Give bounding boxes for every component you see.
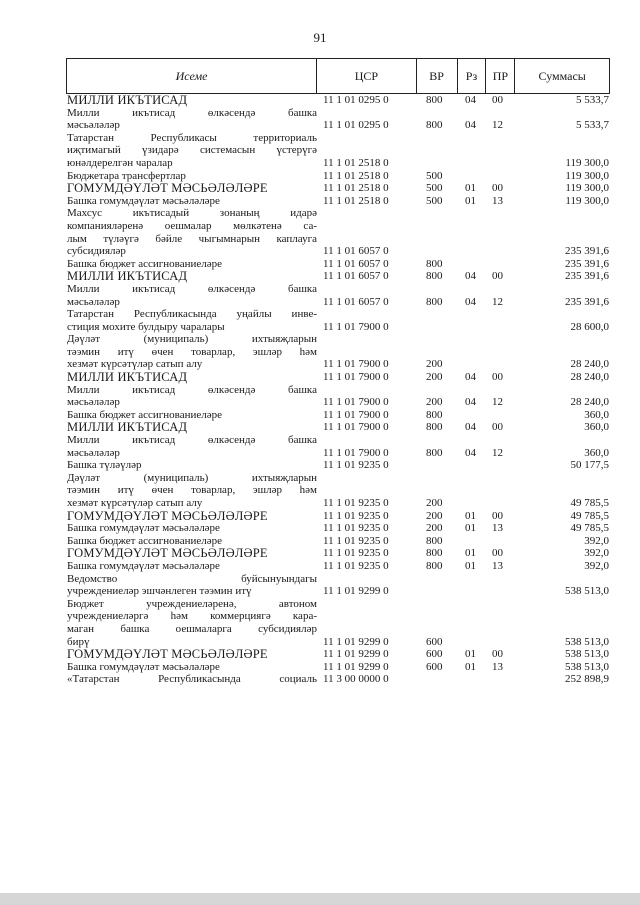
row-csr: 11 1 01 2518 0 [323,156,389,169]
row-pr: 12 [492,446,503,459]
row-vr: 600 [426,635,443,648]
row-vr: 800 [426,408,443,421]
row-name-line: учреждениеләргә һәм коммерциягә кара- [67,610,317,623]
row-sum: 5 533,7 [576,94,609,106]
row-pr: 00 [492,182,503,195]
row-vr: 500 [426,194,443,207]
row-name-line: ГОМУМДӘҮЛӘТ МӘСЬӘЛӘЛӘРЕ [67,546,268,561]
row-name-line: Милли икътисад өлкәсендә башка [67,383,317,396]
row-name-line: Бюджет учреждениеләренә, автоном [67,597,317,610]
row-name-line: Башка бюджет ассигнованиеләре [67,257,222,270]
row-csr: 11 1 01 6057 0 [323,295,389,308]
row-vr: 200 [426,522,443,535]
row-name-line: Милли икътисад өлкәсендә башка [67,282,317,295]
row-sum: 235 391,6 [565,270,609,283]
row-name-line: МИЛЛИ ИКЪТИСАД [67,269,188,284]
row-name-line: МИЛЛИ ИКЪТИСАД [67,93,188,107]
row-name-line: хезмәт күрсәтүләр сатып алу [67,358,203,371]
row-rz: 04 [465,421,476,434]
row-name-line: Татарстан Республикасында уңайлы инве- [67,308,317,321]
row-csr: 11 1 01 6057 0 [323,257,389,270]
row-name-line: Махсус икътисадый зонаның идарә [67,207,317,220]
row-sum: 392,0 [584,534,609,547]
row-vr: 800 [426,421,443,434]
row-csr: 11 1 01 7900 0 [323,408,389,421]
row-rz: 04 [465,446,476,459]
table-header [66,58,610,94]
row-sum: 360,0 [584,421,609,434]
row-name-line: бирү [67,635,90,648]
row-rz: 01 [465,547,476,560]
row-name [66,421,317,434]
row-rz: 04 [465,94,476,106]
table-row [66,195,610,208]
row-name [66,510,317,523]
row-csr: 11 1 01 9299 0 [323,648,389,661]
row-pr: 12 [492,119,503,132]
row-vr: 800 [426,295,443,308]
row-csr: 11 1 01 9235 0 [323,459,389,472]
row-csr: 11 1 01 9235 0 [323,497,389,509]
row-name [66,371,317,384]
row-sum: 28 240,0 [570,396,609,409]
row-name [66,434,317,459]
row-sum: 538 513,0 [565,648,609,661]
row-csr: 11 1 01 2518 0 [323,194,389,207]
row-name-line: мәсьәләләр [67,446,120,459]
table-row [66,384,610,409]
row-name-line: хезмәт күрсәтүләр сатып алу [67,497,203,509]
row-pr: 13 [492,559,503,572]
row-name [66,107,317,132]
row-name-line: юнәлдерелгән чаралар [67,156,173,169]
row-name-line: мәсьәләләр [67,295,120,308]
row-csr: 11 1 01 7900 0 [323,358,389,371]
row-vr: 800 [426,446,443,459]
row-name-line: тәэмин итү өчен товарлар, эшләр һәм [67,484,317,497]
row-name [66,270,317,283]
row-pr: 13 [492,194,503,207]
row-sum: 392,0 [584,559,609,572]
table-row [66,270,610,283]
row-csr: 11 1 01 9235 0 [323,559,389,572]
row-name-line: Башка гомумдәүләт мәсьәләләре [67,660,220,673]
row-name [66,661,317,674]
row-name-line: компанияләренә оешмалар мөлкәтенә са- [67,219,317,232]
row-rz: 01 [465,648,476,661]
table-row [66,371,610,384]
row-csr: 11 1 01 7900 0 [323,446,389,459]
row-pr: 00 [492,371,503,384]
table-row [66,522,610,535]
row-vr: 800 [426,94,443,106]
row-vr: 500 [426,169,443,182]
row-rz: 01 [465,660,476,673]
row-csr: 11 1 01 7900 0 [323,421,389,434]
row-sum: 360,0 [584,408,609,421]
row-pr: 00 [492,94,503,106]
row-name-line: иҗтимагый үзидарә системасын үстерүгә [67,144,317,157]
row-name [66,560,317,573]
row-rz: 01 [465,509,476,522]
row-pr: 12 [492,295,503,308]
row-csr: 11 1 01 9235 0 [323,522,389,535]
row-sum: 5 533,7 [576,119,609,132]
row-csr: 11 1 01 2518 0 [323,169,389,182]
header-pr: ПР [486,59,515,93]
row-pr: 13 [492,522,503,535]
row-rz: 01 [465,182,476,195]
row-csr: 11 1 01 9299 0 [323,660,389,673]
row-sum: 49 785,5 [570,522,609,535]
row-vr: 200 [426,509,443,522]
row-csr: 11 1 01 9235 0 [323,534,389,547]
table-row [66,182,610,195]
row-sum: 28 240,0 [570,358,609,371]
table-row [66,510,610,523]
row-name [66,333,317,371]
header-name: Исеме [67,59,317,93]
row-name-line: учреждениеләр эшчәнлеген тәэмин итү [67,585,252,598]
row-csr: 11 3 00 0000 0 [323,673,389,686]
row-rz: 01 [465,522,476,535]
row-name-line: Башка бюджет ассигнованиеләре [67,534,222,547]
row-vr: 800 [426,534,443,547]
row-name-line: Башка гомумдәүләт мәсьәләләре [67,194,220,207]
row-vr: 600 [426,648,443,661]
row-sum: 235 391,6 [565,245,609,258]
row-rz: 04 [465,396,476,409]
row-vr: 200 [426,497,443,509]
row-name [66,673,317,686]
row-rz: 01 [465,559,476,572]
row-name-line: Милли икътисад өлкәсендә башка [67,106,317,119]
row-rz: 04 [465,371,476,384]
row-name-line: ГОМУМДӘҮЛӘТ МӘСЬӘЛӘЛӘРЕ [67,181,268,196]
table-row [66,107,610,132]
row-name-line: МИЛЛИ ИКЪТИСАД [67,370,188,385]
row-sum: 49 785,5 [570,509,609,522]
row-name-line: маган башка оешмаларга субсидияләр [67,622,317,635]
row-name-line: Татарстан Республикасы территориаль [67,131,317,144]
row-name-line: МИЛЛИ ИКЪТИСАД [67,420,188,435]
row-pr: 00 [492,270,503,283]
row-name-line: лым түләүгә бәйле чыгымнарын каплауга [67,232,317,245]
row-csr: 11 1 01 9299 0 [323,585,389,598]
table-row [66,421,610,434]
row-sum: 119 300,0 [565,182,609,195]
row-sum: 538 513,0 [565,660,609,673]
row-sum: 538 513,0 [565,635,609,648]
row-name-line: Милли икътисад өлкәсендә башка [67,434,317,447]
row-pr: 00 [492,648,503,661]
table-row [66,573,610,598]
row-name [66,182,317,195]
row-vr: 200 [426,396,443,409]
row-name [66,573,317,598]
row-rz: 01 [465,194,476,207]
row-rz: 04 [465,270,476,283]
row-vr: 200 [426,371,443,384]
table-row [66,648,610,661]
row-sum: 28 600,0 [570,320,609,333]
row-name [66,94,317,107]
row-name-line: субсидияләр [67,245,126,258]
header-csr: ЦСР [317,59,417,93]
row-sum: 119 300,0 [565,169,609,182]
row-name-line: Башка гомумдәүләт мәсьәләләре [67,559,220,572]
row-name [66,522,317,535]
row-csr: 11 1 01 9235 0 [323,509,389,522]
row-name-line: тәэмин итү өчен товарлар, эшләр һәм [67,345,317,358]
row-name [66,472,317,510]
header-rz: Рз [458,59,487,93]
table-row [66,673,610,686]
row-rz: 04 [465,295,476,308]
row-csr: 11 1 01 9235 0 [323,547,389,560]
row-name [66,547,317,560]
row-vr: 800 [426,257,443,270]
row-name [66,308,317,333]
table-body [66,94,610,686]
row-name [66,384,317,409]
header-vr: ВР [417,59,458,93]
row-sum: 119 300,0 [565,156,609,169]
header-sum: Суммасы [538,68,586,83]
table-row [66,132,610,170]
row-vr: 500 [426,182,443,195]
row-csr: 11 1 01 0295 0 [323,119,389,132]
row-csr: 11 1 01 2518 0 [323,182,389,195]
row-csr: 11 1 01 6057 0 [323,245,389,258]
row-name-line: стиция мохите булдыру чаралары [67,320,225,333]
row-pr: 00 [492,421,503,434]
scan-edge [0,893,640,905]
page-number: 91 [313,30,327,45]
table-row [66,472,610,510]
row-name-line: «Татарстан Республикасында социаль [67,673,317,686]
row-name-line: Башка бюджет ассигнованиеләре [67,408,222,421]
row-sum: 252 898,9 [565,673,609,686]
row-name-line: Ведомство буйсынуындагы [67,572,317,585]
row-csr: 11 1 01 9299 0 [323,635,389,648]
row-pr: 00 [492,547,503,560]
row-sum: 235 391,6 [565,295,609,308]
row-csr: 11 1 01 7900 0 [323,320,389,333]
row-name [66,283,317,308]
table-row [66,547,610,560]
table-row [66,661,610,674]
row-name [66,207,317,257]
table-row [66,598,610,648]
row-vr: 800 [426,270,443,283]
row-vr: 200 [426,358,443,371]
row-name-line: Дәүләт (муниципаль) ихтыяҗларын [67,471,317,484]
table-row [66,459,610,472]
row-name-line: мәсьәләләр [67,396,120,409]
row-csr: 11 1 01 7900 0 [323,396,389,409]
row-name-line: Дәүләт (муниципаль) ихтыяҗларын [67,333,317,346]
row-pr: 12 [492,396,503,409]
row-name-line: ГОМУМДӘҮЛӘТ МӘСЬӘЛӘЛӘРЕ [67,508,268,523]
row-sum: 119 300,0 [565,194,609,207]
row-csr: 11 1 01 0295 0 [323,94,389,106]
row-name-line: Бюджетара трансфертлар [67,169,186,182]
row-pr: 00 [492,509,503,522]
row-name [66,132,317,170]
row-name-line: Башка түләүләр [67,459,142,472]
table-row [66,283,610,308]
row-csr: 11 1 01 7900 0 [323,371,389,384]
budget-table [66,58,610,686]
row-vr: 800 [426,559,443,572]
row-pr: 13 [492,660,503,673]
row-vr: 800 [426,547,443,560]
row-sum: 28 240,0 [570,371,609,384]
table-row [66,207,610,257]
table-row [66,308,610,333]
row-name [66,648,317,661]
row-name-line: Башка гомумдәүләт мәсьәләләре [67,522,220,535]
row-sum: 360,0 [584,446,609,459]
table-row [66,333,610,371]
table-row [66,94,610,107]
row-vr: 600 [426,660,443,673]
table-row [66,560,610,573]
row-rz: 04 [465,119,476,132]
row-sum: 538 513,0 [565,585,609,598]
row-sum: 392,0 [584,547,609,560]
row-name [66,195,317,208]
row-name-line: ГОМУМДӘҮЛӘТ МӘСЬӘЛӘЛӘРЕ [67,647,268,662]
row-name [66,459,317,472]
row-csr: 11 1 01 6057 0 [323,270,389,283]
row-name [66,598,317,648]
row-sum: 49 785,5 [570,497,609,509]
row-name-line: мәсьәләләр [67,119,120,132]
table-row [66,434,610,459]
row-sum: 50 177,5 [570,459,609,472]
row-vr: 800 [426,119,443,132]
row-sum: 235 391,6 [565,257,609,270]
